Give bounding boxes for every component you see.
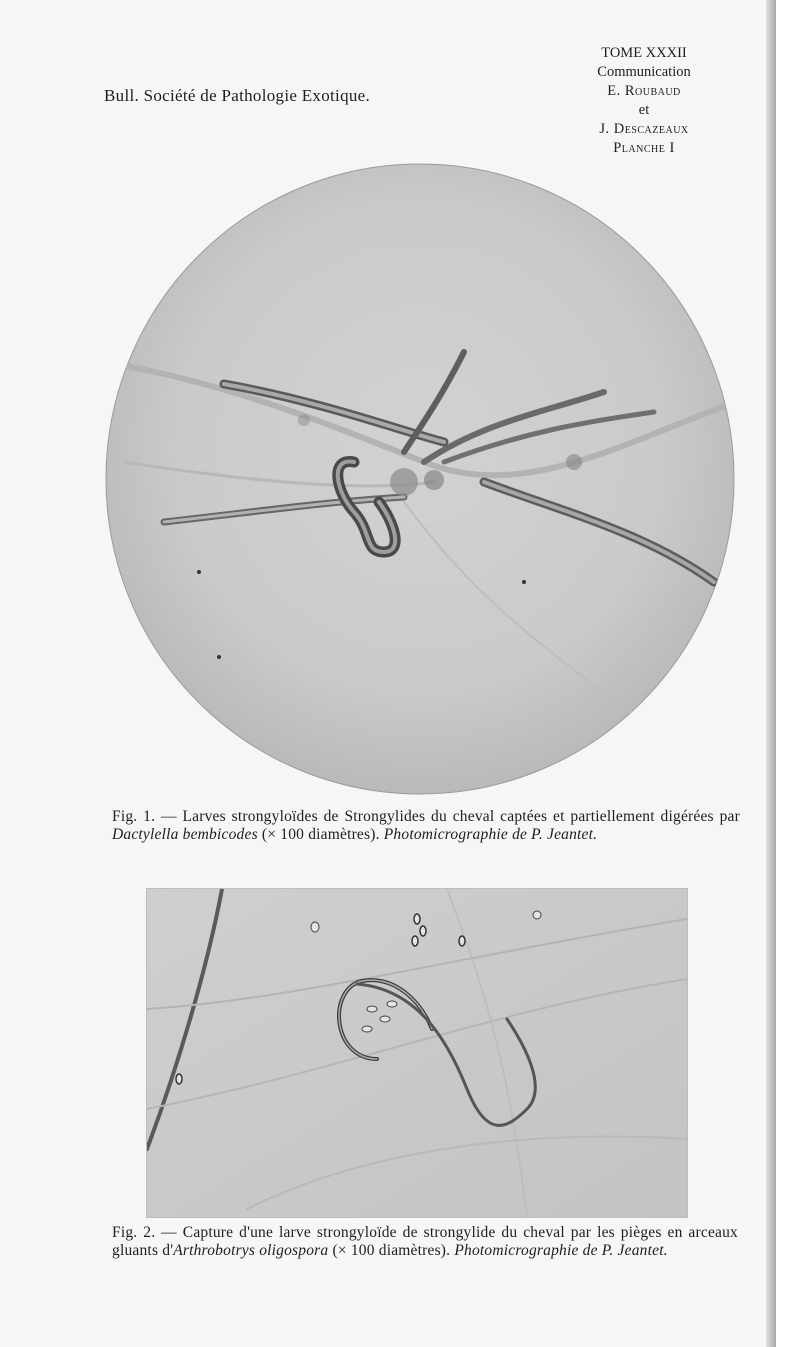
- figure-2-credit: Photomicrographie de P. Jeantet.: [454, 1242, 668, 1259]
- figure-1-species: Dactylella bembicodes: [112, 826, 258, 843]
- figure-1-micrograph: [104, 162, 736, 796]
- figure-2-magnification: (× 100 diamètres).: [328, 1242, 455, 1259]
- plate-author-1: E. Roubaud: [607, 83, 681, 99]
- figure-1-magnification: (× 100 diamètres).: [257, 826, 384, 843]
- plate-info: [564, 44, 724, 158]
- figure-2-micrograph: [146, 888, 688, 1218]
- plate-volume: TOME XXXII: [601, 45, 687, 61]
- plate-number: Planche I: [613, 140, 675, 156]
- plate-author-2: J. Descazeaux: [599, 121, 689, 137]
- figure-1-caption: [112, 808, 740, 844]
- figure-2-caption: [112, 1224, 738, 1260]
- figure-2-caption-text: Fig. 2. — Capture d'une larve strongyloïde de strongylide du cheval par les pièges en arceaux gluants d': [112, 1224, 738, 1259]
- figure-2-species: Arthrobotrys oligospora: [173, 1242, 329, 1259]
- figure-1-caption-text: Fig. 1. — Larves strongyloïdes de Strongylides du cheval captées et partiellement digérées par: [112, 808, 740, 825]
- journal-title: Bull. Société de Pathologie Exotique.: [104, 86, 371, 105]
- figure-1-credit: Photomicrographie de P. Jeantet.: [383, 826, 598, 843]
- figure-1-image: [104, 162, 736, 796]
- plate-communication: Communication: [597, 64, 691, 80]
- page-edge-shadow: [766, 0, 776, 1347]
- figure-2-image: [147, 889, 687, 1217]
- page-margin: [776, 0, 800, 1347]
- plate-conjunction: et: [638, 102, 650, 118]
